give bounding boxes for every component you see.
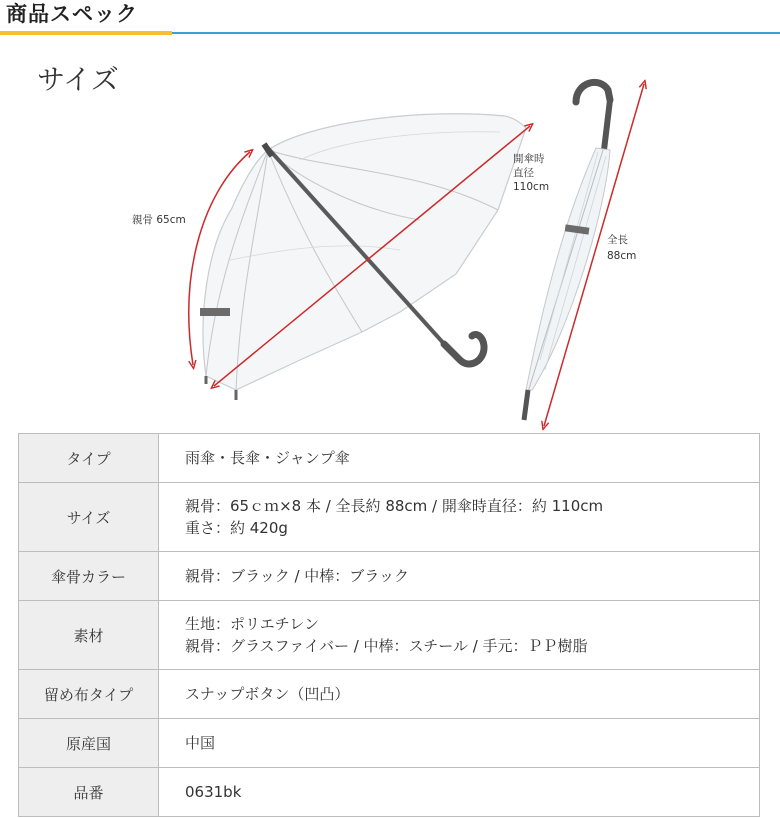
diameter-label-line-2: 直径 [513,167,534,179]
spec-value-line: 親骨：ブラック / 中棒：ブラック [185,567,409,585]
spec-value [159,483,760,552]
closed-umbrella-illustration [524,82,610,420]
total-length-label-line-2: 88cm [607,250,637,262]
spec-value [159,601,760,670]
spec-value-line: 生地：ポリエチレン [185,615,320,633]
spec-value-line: 親骨：グラスファイバー / 中棒：スチール / 手元：ＰＰ樹脂 [185,637,588,655]
diameter-label-line-3: 110cm [513,181,550,193]
spec-label: 留め布タイプ [19,670,159,719]
spec-row-material [19,601,760,670]
spec-table [18,433,760,817]
header-accent-blue [172,32,780,34]
spec-label: 素材 [19,601,159,670]
spec-value-line: スナップボタン（凹凸） [185,685,350,703]
spec-value-line: 雨傘・長傘・ジャンプ傘 [185,449,350,467]
spec-value [159,768,760,817]
spec-label: 傘骨カラー [19,552,159,601]
spec-value [159,670,760,719]
header-accent-yellow [0,31,172,35]
spec-value [159,434,760,483]
spec-label: 品番 [19,768,159,817]
rib-length-label: 親骨 65cm [132,214,186,226]
spec-value-line: 重さ：約 420g [185,519,288,537]
spec-value-line: 0631bk [185,783,242,801]
spec-label: 原産国 [19,719,159,768]
spec-value-line: 中国 [185,734,216,752]
section-title: サイズ [37,63,119,96]
spec-row-frame-color [19,552,760,601]
spec-label: サイズ [19,483,159,552]
total-length-label-line-1: 全長 [607,234,628,246]
spec-label: タイプ [19,434,159,483]
spec-row-size [19,483,760,552]
spec-value [159,719,760,768]
spec-value-line: 親骨：65ｃｍ×8 本 / 全長約 88cm / 開傘時直径：約 110cm [185,497,604,515]
spec-row-origin [19,719,760,768]
umbrella-size-diagram [0,60,780,432]
spec-row-fastener [19,670,760,719]
diameter-label-line-1: 開傘時 [513,153,545,165]
spec-row-type [19,434,760,483]
spec-row-product-code [19,768,760,817]
header-title: 商品スペック [6,2,138,26]
spec-value [159,552,760,601]
